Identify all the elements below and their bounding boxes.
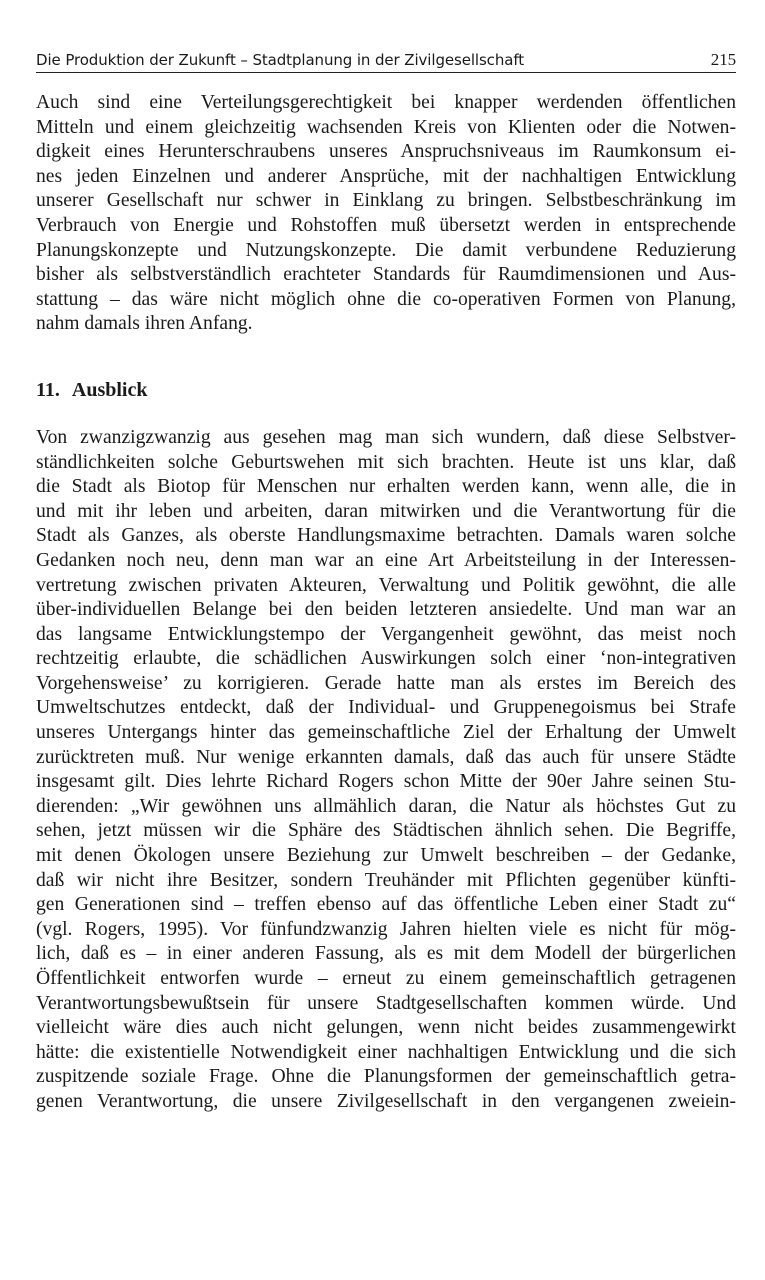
text-line: sehen, jetzt müssen wir die Sphäre des Städtischen ähnlich sehen. Die Begriffe,: [36, 820, 736, 842]
text-line: Von zwanzigzwanzig aus gesehen mag man sich wundern, daß diese Selbstver-: [36, 426, 736, 448]
text-line: zurücktreten muß. Nur wenige erkannten damals, daß das auch für unsere Städte: [36, 746, 736, 768]
text-line: zuspitzende soziale Frage. Ohne die Planungsformen der gemeinschaftlich getra-: [36, 1066, 736, 1088]
text-line: mit denen Ökologen unsere Beziehung zur Umwelt beschreiben – der Gedanke,: [36, 845, 736, 867]
text-line: bisher als selbstverständlich erachteter Standards für Raumdimensionen und Aus-: [36, 264, 736, 286]
running-header: [36, 50, 736, 73]
text-line: Verantwortungsbewußtsein für unsere Stadtgesellschaften kommen würde. Und: [36, 992, 736, 1014]
text-line: über-individuellen Belange bei den beiden letzteren ansiedelte. Und man war an: [36, 599, 736, 621]
page-number: 215: [710, 50, 736, 69]
text-line: genen Verantwortung, die unsere Zivilgesellschaft in den vergangenen zweiein-: [36, 1090, 736, 1112]
text-line: hätte: die existentielle Notwendigkeit einer nachhaltigen Entwicklung und die sich: [36, 1041, 736, 1063]
text-line: Planungskonzepte und Nutzungskonzepte. Die damit verbundene Reduzierung: [36, 239, 736, 261]
text-line: (vgl. Rogers, 1995). Vor fünfundzwanzig Jahren hielten viele es nicht für mög-: [36, 918, 736, 940]
text-line: Vorgehensweise’ zu korrigieren. Gerade hatte man als erstes im Bereich des: [36, 672, 736, 694]
text-line: stattung – das wäre nicht möglich ohne die co-operativen Formen von Planung,: [36, 288, 736, 310]
text-line: die Stadt als Biotop für Menschen nur erhalten werden kann, wenn alle, die in: [36, 476, 736, 498]
text-line: Öffentlichkeit entworfen wurde – erneut zu einem gemeinschaftlich getragenen: [36, 968, 736, 989]
text-line: vertretung zwischen privaten Akteuren, Verwaltung und Politik gewöhnt, die alle: [36, 574, 736, 596]
text-line: und mit ihr leben und arbeiten, daran mitwirken und die Verantwortung für die: [36, 500, 736, 522]
text-line: ständlichkeiten solche Geburtswehen mit sich brachten. Heute ist uns klar, daß: [36, 451, 736, 473]
text-line: Auch sind eine Verteilungsgerechtigkeit bei knapper werdenden öffentlichen: [36, 92, 736, 113]
text-line: gen Generationen sind – treffen ebenso auf das öffentliche Leben einer Stadt zu“: [36, 894, 736, 916]
text-line: Umweltschutzes entdeckt, daß der Individual- und Gruppenegoismus bei Strafe: [36, 697, 736, 719]
section-title: Ausblick: [71, 378, 148, 401]
paragraph-verteilung: [36, 91, 736, 337]
text-line: daß wir nicht ihre Besitzer, sondern Treuhänder mit Pflichten gegenüber künfti-: [36, 869, 736, 891]
text-line: Gedanken noch neu, denn man war an eine Art Arbeitsteilung in der Interessen-: [36, 549, 736, 571]
text-line: insgesamt gilt. Dies lehrte Richard Rogers schon Mitte der 90er Jahre seinen Stu-: [36, 771, 736, 793]
text-line: das langsame Entwicklungstempo der Vergangenheit gewöhnt, das meist noch: [36, 623, 736, 645]
text-line: Mitteln und einem gleichzeitig wachsenden Kreis von Klienten oder die Notwen-: [36, 116, 736, 138]
text-line: Verbrauch von Energie und Rohstoffen muß übersetzt werden in entsprechende: [36, 214, 736, 236]
text-line: unseres Untergangs hinter das gemeinschaftliche Ziel der Erhaltung der Umwelt: [36, 722, 736, 744]
text-line: Stadt als Ganzes, als oberste Handlungsmaxime betrachten. Damals waren solche: [36, 525, 736, 547]
text-line: digkeit eines Herunterschraubens unseres Anspruchsniveaus im Raumkonsum ei-: [36, 141, 736, 163]
running-header-title: Die Produktion der Zukunft – Stadtplanung in der Zivilgesellschaft: [36, 51, 525, 69]
text-line: nes jeden Einzelnen und anderer Ansprüche, mit der nachhaltigen Entwicklung: [36, 165, 736, 187]
text-line: dierenden: „Wir gewöhnen uns allmählich daran, die Natur als höchstes Gut zu: [36, 795, 736, 817]
text-line: unserer Gesellschaft nur schwer in Einklang zu bringen. Selbstbeschränkung im: [36, 190, 736, 212]
text-line: vielleicht wäre dies auch nicht gelungen, wenn nicht beides zusammengewirkt: [36, 1017, 736, 1039]
text-line: nahm damals ihren Anfang.: [36, 313, 253, 335]
text-line: rechtzeitig erlaubte, die schädlichen Auswirkungen solch einer ‘non-integrativen: [36, 648, 736, 670]
book-page: [36, 50, 736, 1115]
section-number: 11.: [36, 378, 60, 401]
paragraph-ausblick: [36, 426, 736, 1115]
text-line: lich, daß es – in einer anderen Fassung, als es mit dem Modell der bürgerlichen: [36, 943, 736, 965]
section-heading: [36, 379, 736, 402]
